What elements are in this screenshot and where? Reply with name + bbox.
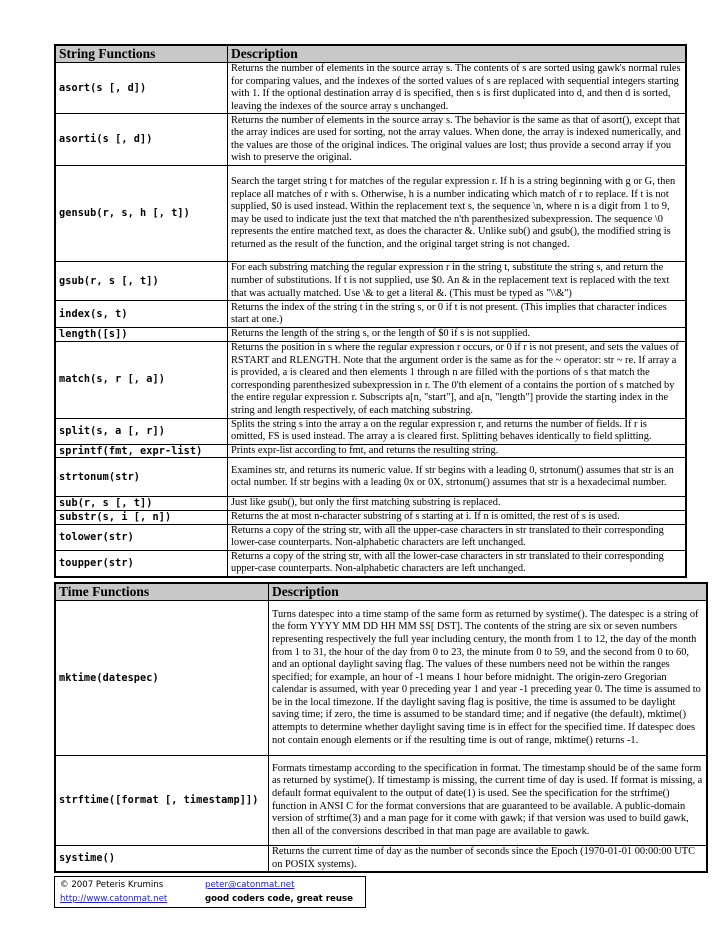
function-name: substr(s, i [, n])	[56, 510, 228, 524]
function-description: Prints expr-list according to fmt, and returns the resulting string.	[228, 444, 686, 458]
tagline-text: good coders code, great reuse	[205, 894, 353, 904]
function-description: Returns the current time of day as the number of seconds since the Epoch (1970-01-01 00:00:00 UTC on POSIX systems).	[269, 846, 707, 872]
table-row	[56, 166, 686, 262]
function-name: strtonum(str)	[56, 458, 228, 497]
function-description: Returns the position in s where the regular expression r occurs, or 0 if r is not present, and sets the values of RSTART and RLENGTH. Note that the argument order is the same as for the ~ operator: str ~ re. If array a is provided, a is cleared and then elements 1 through n are filled with the portions of s that match the corresponding parenthesized subexpression in r. The 0'th element of a contains the portion of s matched by the entire regular expression r. Subscripts a[n, "start"], and a[n, "length"] provide the starting index in the string and length respectively, of each matching substring.	[228, 341, 686, 418]
table-row	[56, 524, 686, 550]
function-description: Examines str, and returns its numeric value. If str begins with a leading 0, strtonum() assumes that str is an octal number. If str begins with a leading 0x or 0X, strtonum() assumes that str is a hexadecimal number.	[228, 458, 686, 497]
column-header-function: Time Functions	[56, 584, 269, 601]
function-description: Returns the number of elements in the source array s. The contents of s are sorted using gawk's normal rules for comparing values, and the indexes of the sorted values of s are replaced with sequential integers starting with 1. If the optional destination array d is specified, then s is first duplicated into d, and then d is sorted, leaving the indexes of the source array s unchanged.	[228, 63, 686, 114]
function-name: systime()	[56, 846, 269, 872]
email-link[interactable]: peter@catonmat.net	[205, 880, 295, 890]
string-functions-table	[54, 44, 687, 578]
function-name: asorti(s [, d])	[56, 114, 228, 166]
table-row	[56, 444, 686, 458]
copyright-text: © 2007 Peteris Krumins	[60, 880, 164, 890]
time-table-header	[56, 584, 707, 601]
website-link[interactable]: http://www.catonmat.net	[60, 894, 168, 904]
table-row	[56, 458, 686, 497]
string-table-header	[56, 46, 686, 63]
function-name: tolower(str)	[56, 524, 228, 550]
function-description: Returns a copy of the string str, with all the lower-case characters in str translated to their corresponding upper-case counterparts. Non-alphabetic characters are left unchanged.	[228, 550, 686, 576]
function-description: Turns datespec into a time stamp of the same form as returned by systime(). The datespec is a string of the form YYYY MM DD HH MM SS[ DST]. The contents of the string are six or seven numbers representing respectively the full year including century, the month from 1 to 12, the day of the month from 1 to 31, the hour of the day from 0 to 23, the minute from 0 to 59, and the second from 0 to 60, and an optional daylight saving flag. The values of these numbers need not be within the ranges specified; for example, an hour of -1 means 1 hour before midnight. The origin-zero Gregorian calendar is assumed, with year 0 preceding year 1 and year -1 preceding year 0. The time is assumed to be in the local timezone. If the daylight saving flag is positive, the time is assumed to be daylight saving time; if zero, the time is assumed to be standard time; and if negative (the default), mktime() attempts to determine whether daylight saving time is in effect for the specified time. If datespec does not contain enough elements or if the resulting time is out of range, mktime() returns -1.	[269, 601, 707, 756]
function-name: length([s])	[56, 328, 228, 342]
function-description: Returns a copy of the string str, with all the upper-case characters in str translated to their corresponding lower-case counterparts. Non-alphabetic characters are left unchanged.	[228, 524, 686, 550]
function-description: Formats timestamp according to the specification in format. The timestamp should be of the same form as returned by systime(). If timestamp is missing, the current time of day is used. If format is missing, a default format equivalent to the output of date(1) is used. See the specification for the strftime() function in ANSI C for the format conversions that are guaranteed to be available. A public-domain version of strftime(3) and a man page for it come with gawk; if that version was used to build gawk, then all of the conversions described in that man page are available to gawk.	[269, 756, 707, 846]
table-row	[56, 114, 686, 166]
function-name: sub(r, s [, t])	[56, 497, 228, 511]
function-description: Returns the length of the string s, or the length of $0 if s is not supplied.	[228, 328, 686, 342]
table-row	[56, 846, 707, 872]
function-name: index(s, t)	[56, 301, 228, 328]
function-description: Splits the string s into the array a on the regular expression r, and returns the number of fields. If r is omitted, FS is used instead. The array a is cleared first. Splitting behaves identically to field splitting.	[228, 418, 686, 444]
function-name: gsub(r, s [, t])	[56, 262, 228, 301]
function-name: mktime(datespec)	[56, 601, 269, 756]
table-row	[56, 341, 686, 418]
function-name: split(s, a [, r])	[56, 418, 228, 444]
table-row	[56, 262, 686, 301]
table-row	[56, 418, 686, 444]
table-row	[56, 63, 686, 114]
table-row	[56, 756, 707, 846]
function-name: gensub(r, s, h [, t])	[56, 166, 228, 262]
table-row	[56, 497, 686, 511]
function-name: strftime([format [, timestamp]])	[56, 756, 269, 846]
function-description: Returns the index of the string t in the string s, or 0 if t is not present. (This implies that character indices start at one.)	[228, 301, 686, 328]
column-header-description: Description	[269, 584, 707, 601]
column-header-function: String Functions	[56, 46, 228, 63]
function-description: Search the target string t for matches of the regular expression r. If h is a string beginning with g or G, then replace all matches of r with s. Otherwise, h is a number indicating which match of r to replace. If t is not supplied, $0 is used instead. Within the replacement text s, the sequence \n, where n is a digit from 1 to 9, may be used to indicate just the text that matched the n'th parenthesized subexpression. The sequence \0 represents the entire matched text, as does the character &. Unlike sub() and gsub(), the modified string is returned as the result of the function, and the original target string is not changed.	[228, 166, 686, 262]
function-description: Returns the at most n-character substring of s starting at i. If n is omitted, the rest of s is used.	[228, 510, 686, 524]
table-row	[56, 601, 707, 756]
table-row	[56, 510, 686, 524]
function-name: sprintf(fmt, expr-list)	[56, 444, 228, 458]
function-name: toupper(str)	[56, 550, 228, 576]
footer-box	[54, 876, 366, 908]
function-description: Returns the number of elements in the source array s. The behavior is the same as that of asort(), except that the array indices are used for sorting, not the array values. When done, the array is indexed numerically, and the values are those of the original indices. The original values are lost; thus provide a second array if you wish to preserve the original.	[228, 114, 686, 166]
table-row	[56, 550, 686, 576]
function-description: Just like gsub(), but only the first matching substring is replaced.	[228, 497, 686, 511]
function-description: For each substring matching the regular expression r in the string t, substitute the string s, and return the number of substitutions. If t is not supplied, use $0. An & in the replacement text is replaced with the text that was actually matched. Use \& to get a literal &. (This must be typed as "\\&")	[228, 262, 686, 301]
function-name: match(s, r [, a])	[56, 341, 228, 418]
column-header-description: Description	[228, 46, 686, 63]
table-row	[56, 301, 686, 328]
time-functions-table	[54, 582, 708, 873]
table-row	[56, 328, 686, 342]
function-name: asort(s [, d])	[56, 63, 228, 114]
